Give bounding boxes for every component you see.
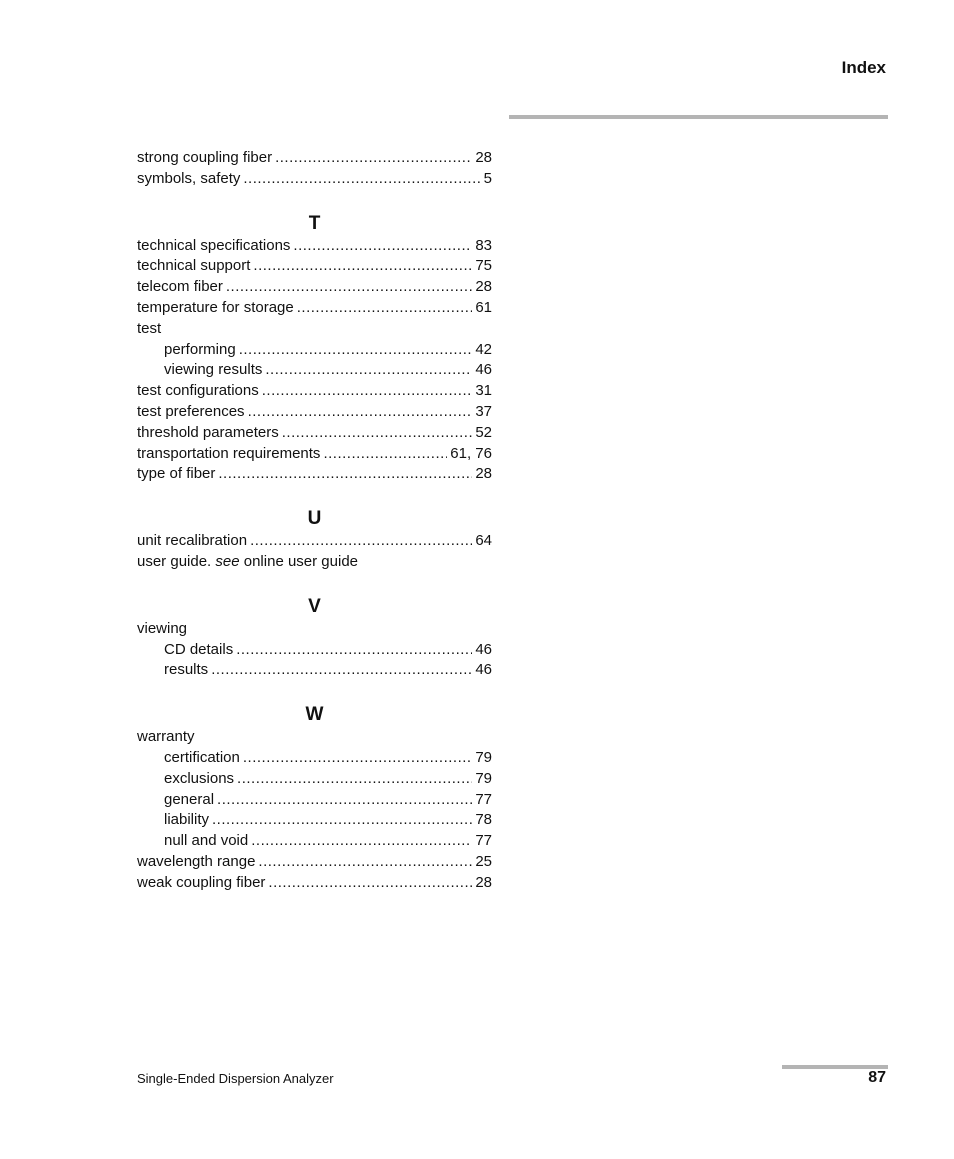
see-reference-target: online user guide bbox=[243, 552, 359, 570]
index-subentry: null and void ..... 77 bbox=[137, 831, 492, 852]
section-letter-u: U bbox=[307, 508, 322, 530]
index-column bbox=[137, 148, 492, 894]
index-entry-parent: viewing bbox=[137, 619, 188, 637]
index-entry-cross-reference: user guide. see online user guide bbox=[137, 552, 492, 573]
index-entry: weak coupling fiber ..... 28 bbox=[137, 873, 492, 894]
see-reference-label: see bbox=[215, 552, 240, 570]
index-entry: symbols, safety ..... 5 bbox=[137, 169, 492, 190]
index-subentry: viewing results ..... 46 bbox=[137, 360, 492, 381]
index-subentry: results ..... 46 bbox=[137, 660, 492, 681]
index-entry: type of fiber ..... 28 bbox=[137, 464, 492, 485]
index-subentry: performing ..... 42 bbox=[137, 340, 492, 361]
index-entry: strong coupling fiber ..... 28 bbox=[137, 148, 492, 169]
index-entry: threshold parameters ..... 52 bbox=[137, 423, 492, 444]
index-entry: technical specifications ..... 83 bbox=[137, 236, 492, 257]
footer-document-title: Single-Ended Dispersion Analyzer bbox=[137, 1071, 334, 1086]
index-entry: unit recalibration ..... 64 bbox=[137, 531, 492, 552]
index-entry: telecom fiber ..... 28 bbox=[137, 277, 492, 298]
section-letter-v: V bbox=[308, 595, 321, 617]
page-header-title: Index bbox=[841, 58, 886, 77]
index-entry: wavelength range ..... 25 bbox=[137, 852, 492, 873]
section-letter-w: W bbox=[305, 704, 324, 726]
index-subentry: general ..... 77 bbox=[137, 790, 492, 811]
index-entry: temperature for storage ..... 61 bbox=[137, 298, 492, 319]
index-entry: test configurations ..... 31 bbox=[137, 381, 492, 402]
index-subentry: exclusions ..... 79 bbox=[137, 769, 492, 790]
index-entry: test preferences ..... 37 bbox=[137, 402, 492, 423]
index-entry-parent: test bbox=[137, 319, 162, 337]
index-entry: transportation requirements ..... 61, 76 bbox=[137, 444, 492, 465]
section-letter-t: T bbox=[308, 212, 321, 234]
index-entry-parent: warranty bbox=[137, 728, 195, 746]
page-number: 87 bbox=[868, 1069, 886, 1086]
index-subentry: certification ..... 79 bbox=[137, 748, 492, 769]
index-subentry: liability ..... 78 bbox=[137, 810, 492, 831]
index-entry: technical support ..... 75 bbox=[137, 256, 492, 277]
header-rule bbox=[509, 115, 888, 119]
index-subentry: CD details ..... 46 bbox=[137, 640, 492, 661]
